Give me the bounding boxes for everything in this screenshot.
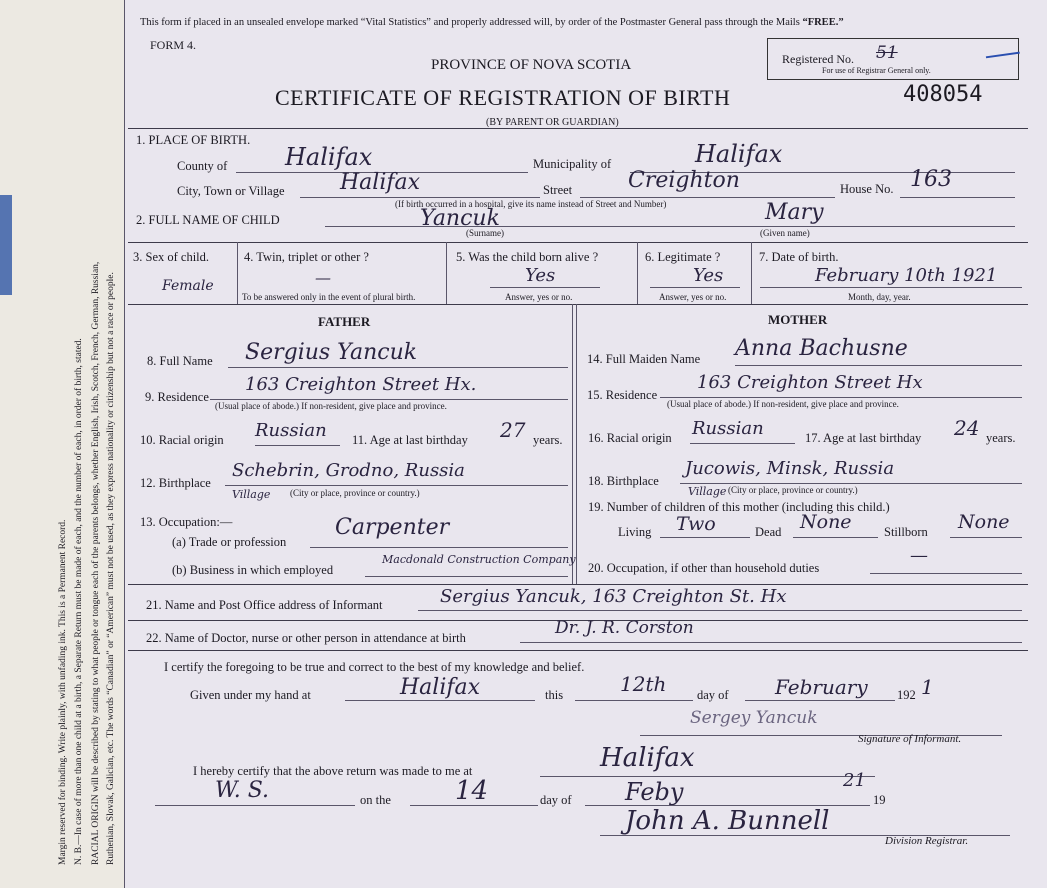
mother-bp-label: 18. Birthplace — [588, 474, 659, 488]
father-age-years: years. — [533, 433, 563, 447]
father-trade-label: (a) Trade or profession — [172, 535, 287, 549]
dead-value: None — [800, 511, 852, 533]
top-notice-free: “FREE.” — [802, 17, 844, 28]
stamp-number: 408054 — [903, 82, 983, 107]
registrar-year: 21 — [843, 770, 866, 791]
county-value: Halifax — [285, 143, 373, 171]
father-occ-label: 13. Occupation:— — [140, 515, 233, 529]
twin-note: To be answered only in the event of plural birth. — [242, 292, 416, 302]
mother-name-value: Anna Bachusne — [735, 336, 908, 361]
sex-value: Female — [162, 278, 214, 294]
father-racial-value: Russian — [255, 420, 327, 441]
margin-note-4: Ruthenian, Slovak, Galician, etc. The words “Canadian” or “American” must not be used, as they express nationality or citizenship but not a race or people. — [106, 272, 116, 865]
registrar-caption: Division Registrar. — [885, 835, 969, 847]
registrar-signature: John A. Bunnell — [625, 806, 830, 836]
hospital-note: (If birth occurred in a hospital, give its name instead of Street and Number) — [395, 199, 667, 209]
mother-heading: MOTHER — [768, 312, 828, 327]
margin-note-2: N. B.—In case of more than one child at a birth, a Separate Return must be made of each, and the number of each, in order of birth, stated. — [74, 338, 84, 865]
registrar-year-prefix: 19 — [873, 793, 886, 807]
informant-signature: Sergey Yancuk — [690, 708, 818, 728]
mother-age-value: 24 — [954, 416, 980, 440]
municipality-label: Municipality of — [533, 157, 612, 171]
registrar-place: Halifax — [600, 743, 695, 773]
mother-occ-label: 20. Occupation, if other than household duties — [588, 561, 820, 575]
province-heading: PROVINCE OF NOVA SCOTIA — [431, 57, 632, 73]
father-age-value: 27 — [500, 418, 526, 442]
form-number: FORM 4. — [150, 38, 197, 52]
place-label: 1. PLACE OF BIRTH. — [136, 133, 251, 147]
street-label: Street — [543, 183, 573, 197]
dead-label: Dead — [755, 525, 782, 539]
top-notice-text: This form if placed in an unsealed envelope marked “Vital Statistics” and properly addressed will, by order of the Postmaster General pass through the Mails — [140, 17, 800, 28]
registrar-text: I hereby certify that the above return was made to me at — [193, 764, 473, 778]
legit-note: Answer, yes or no. — [659, 292, 727, 302]
father-bp-label: 12. Birthplace — [140, 476, 211, 490]
mother-occ-value: — — [910, 545, 928, 566]
mother-res-label: 15. Residence — [587, 388, 658, 402]
child-name-label: 2. FULL NAME OF CHILD — [136, 213, 280, 227]
father-heading: FATHER — [318, 314, 371, 329]
registrar-month: Feby — [625, 778, 684, 806]
twin-label: 4. Twin, triplet or other ? — [244, 250, 369, 264]
father-trade-value: Carpenter — [335, 515, 450, 540]
surname-caption: (Surname) — [466, 228, 504, 238]
top-notice — [140, 17, 844, 28]
mother-res-value: 163 Creighton Street Hx — [697, 372, 923, 393]
page-subtitle: (BY PARENT OR GUARDIAN) — [486, 117, 619, 128]
mother-racial-label: 16. Racial origin — [588, 431, 672, 445]
municipality-value: Halifax — [695, 140, 783, 168]
twin-value: — — [315, 268, 331, 287]
given-label: Given under my hand at — [190, 688, 311, 702]
registered-value: 51 — [876, 43, 898, 63]
city-label: City, Town or Village — [177, 184, 285, 198]
father-res-note: (Usual place of abode.) If non-resident, give place and province. — [215, 401, 447, 411]
house-value: 163 — [910, 167, 952, 192]
given-year: 1 — [921, 675, 934, 699]
alive-label: 5. Was the child born alive ? — [456, 250, 599, 264]
street-value: Creighton — [628, 168, 740, 193]
child-given-value: Mary — [765, 200, 824, 225]
father-biz-label: (b) Business in which employed — [172, 563, 334, 577]
doctor-value: Dr. J. R. Corston — [555, 618, 694, 638]
children-label: 19. Number of children of this mother (including this child.) — [588, 500, 890, 514]
father-bp-extra: Village — [232, 488, 271, 501]
house-label: House No. — [840, 182, 894, 196]
margin-note-3: RACIAL ORIGIN will be described by stating to what people or tongue each of the parents belongs, whether English, Irish, Scotch, French, German, Russian, — [91, 261, 101, 865]
registered-note: For use of Registrar General only. — [822, 66, 931, 75]
father-res-value: 163 Creighton Street Hx. — [245, 374, 477, 395]
county-label: County of — [177, 159, 228, 173]
given-day: 12th — [620, 672, 667, 696]
registrar-day: 14 — [455, 776, 489, 806]
legit-value: Yes — [693, 265, 724, 286]
given-year-prefix: 192 — [897, 688, 916, 702]
informant-label: 21. Name and Post Office address of Informant — [146, 598, 383, 612]
living-label: Living — [618, 525, 652, 539]
this-label: this — [545, 688, 564, 702]
sex-label: 3. Sex of child. — [133, 250, 210, 264]
father-bp-value: Schebrin, Grodno, Russia — [232, 460, 465, 481]
informant-sig-caption: Signature of Informant. — [858, 733, 962, 745]
informant-value: Sergius Yancuk, 163 Creighton St. Hx — [440, 586, 787, 607]
father-age-label: 11. Age at last birthday — [352, 433, 468, 447]
given-place: Halifax — [400, 675, 481, 700]
father-name-label: 8. Full Name — [147, 354, 213, 368]
city-value: Halifax — [340, 170, 421, 195]
registrar-initials: W. S. — [215, 778, 270, 803]
stillborn-label: Stillborn — [884, 525, 928, 539]
mother-age-years: years. — [986, 431, 1016, 445]
date-label: 7. Date of birth. — [759, 250, 839, 264]
mother-res-note: (Usual place of abode.) If non-resident, give place and province. — [667, 399, 899, 409]
child-surname-value: Yancuk — [420, 206, 500, 231]
mother-bp-extra: Village — [688, 485, 727, 498]
mother-bp-note: (City or place, province or country.) — [728, 485, 858, 495]
given-month: February — [775, 675, 868, 699]
father-biz-value: Macdonald Construction Company — [382, 553, 576, 566]
given-caption: (Given name) — [760, 228, 810, 238]
stillborn-value: None — [958, 511, 1010, 533]
father-res-label: 9. Residence — [145, 390, 209, 404]
blue-stain — [0, 195, 12, 295]
father-name-value: Sergius Yancuk — [245, 340, 418, 365]
alive-value: Yes — [525, 265, 556, 286]
date-note: Month, day, year. — [848, 292, 911, 302]
doctor-label: 22. Name of Doctor, nurse or other person in attendance at birth — [146, 631, 466, 645]
registered-label: Registered No. — [782, 52, 854, 66]
living-value: Two — [676, 513, 716, 535]
legit-label: 6. Legitimate ? — [645, 250, 721, 264]
alive-note: Answer, yes or no. — [505, 292, 573, 302]
father-bp-note: (City or place, province or country.) — [290, 488, 420, 498]
day-of-label: day of — [697, 688, 729, 702]
father-racial-label: 10. Racial origin — [140, 433, 224, 447]
certify-text: I certify the foregoing to be true and correct to the best of my knowledge and belief. — [164, 660, 585, 674]
mother-name-label: 14. Full Maiden Name — [587, 352, 701, 366]
mother-racial-value: Russian — [692, 418, 764, 439]
date-value: February 10th 1921 — [815, 265, 998, 286]
mother-age-label: 17. Age at last birthday — [805, 431, 922, 445]
page-title: CERTIFICATE OF REGISTRATION OF BIRTH — [275, 85, 731, 110]
margin-note-1: Margin reserved for binding. Write plainly, with unfading ink. This is a Permanent Record. — [58, 519, 68, 865]
mother-bp-value: Jucowis, Minsk, Russia — [685, 458, 895, 479]
registrar-day-of-label: day of — [540, 793, 572, 807]
on-the-label: on the — [360, 793, 391, 807]
